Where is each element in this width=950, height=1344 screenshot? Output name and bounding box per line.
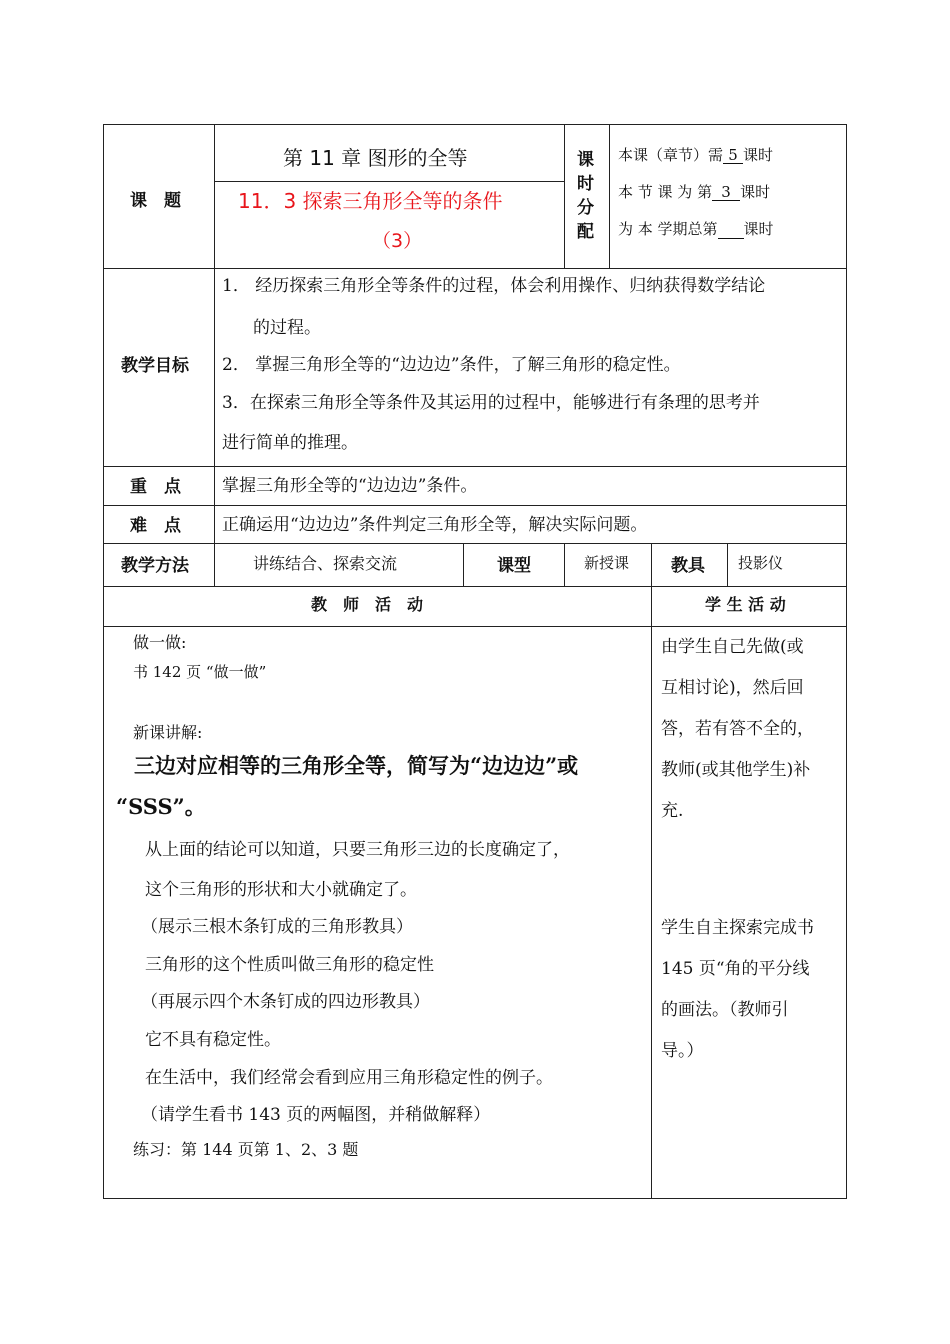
row-divider: [103, 586, 847, 587]
teacher-paragraph: 在生活中，我们经常会看到应用三角形稳定性的例子。: [145, 1068, 553, 1088]
key-point-label: 重 点: [130, 477, 181, 497]
allocation-total-prefix: 本课（章节）需: [618, 146, 724, 164]
allocation-current-value: 3: [712, 184, 740, 201]
objective-line: 2． 掌握三角形全等的“边边边”条件，了解三角形的稳定性。: [222, 355, 681, 375]
topic-label: 课 题: [130, 191, 181, 211]
student-line: 导。）: [661, 1041, 704, 1061]
allocation-semester-suffix: 课时: [743, 220, 774, 238]
objective-line: 1． 经历探索三角形全等条件的过程，体会利用操作、归纳获得数学结论: [222, 276, 766, 296]
type-label: 课型: [497, 556, 531, 576]
do-title: 做一做:: [133, 633, 187, 652]
allocation-label: [577, 148, 594, 244]
objective-line: 3．在探索三角形全等条件及其运用的过程中，能够进行有条理的思考并: [222, 393, 760, 413]
new-lesson-title: 新课讲解:: [133, 723, 203, 742]
teacher-paragraph: （展示三根木条钉成的三角形教具）: [141, 917, 413, 937]
student-line: 充.: [661, 801, 684, 821]
student-line: 互相讨论)，然后回: [661, 678, 804, 698]
allocation-line-current: [618, 181, 770, 202]
column-divider: [463, 543, 464, 586]
do-text: 书 142 页 “做一做”: [133, 663, 267, 681]
allocation-current-prefix: 本 节 课 为 第: [618, 183, 713, 201]
allocation-total-suffix: 课时: [743, 146, 774, 164]
teacher-paragraph: （请学生看书 143 页的两幅图，并稍做解释）: [141, 1105, 491, 1125]
allocation-line-semester: [618, 218, 774, 239]
type-value: 新授课: [584, 554, 630, 572]
method-value: 讲练结合、探索交流: [253, 554, 398, 573]
allocation-label-char: 时: [577, 174, 594, 194]
column-divider: [564, 124, 565, 268]
teacher-paragraph: 它不具有稳定性。: [145, 1030, 281, 1050]
column-divider: [609, 124, 610, 268]
teacher-paragraph: 三角形的这个性质叫做三角形的稳定性: [145, 955, 434, 975]
column-divider: [727, 543, 728, 586]
tool-value: 投影仪: [738, 554, 784, 572]
student-line: 的画法。（教师引: [661, 1000, 789, 1020]
teacher-paragraph: 从上面的结论可以知道，只要三角形三边的长度确定了，: [145, 840, 570, 860]
allocation-label-char: 配: [577, 222, 594, 242]
objective-line: 的过程。: [253, 318, 321, 338]
key-point-text: 掌握三角形全等的“边边边”条件。: [222, 476, 478, 496]
column-divider: [214, 124, 215, 586]
theorem-line: “SSS”。: [116, 794, 206, 819]
objective-line: 进行简单的推理。: [222, 433, 358, 453]
allocation-label-char: 分: [577, 198, 594, 218]
method-label: 教学方法: [121, 556, 189, 576]
tool-label: 教具: [671, 556, 705, 576]
allocation-semester-value: [718, 222, 744, 239]
teacher-paragraph: 这个三角形的形状和大小就确定了。: [145, 880, 417, 900]
objectives-label: 教学目标: [121, 356, 189, 376]
column-divider: [651, 543, 652, 1199]
allocation-label-char: 课: [577, 150, 594, 170]
student-activity-header: 学 生 活 动: [705, 595, 786, 614]
teacher-paragraph: （再展示四个木条钉成的四边形教具）: [141, 992, 430, 1012]
allocation-line-total: [618, 144, 773, 165]
theorem-line: 三边对应相等的三角形全等，简写为“边边边”或: [134, 753, 579, 778]
student-line: 答，若有答不全的，: [661, 719, 814, 739]
student-line: 学生自主探索完成书: [661, 918, 814, 938]
student-line: 教师(或其他学生)补: [661, 760, 811, 780]
column-divider: [564, 543, 565, 586]
practice-text: 练习：第 144 页第 1、2、3 题: [133, 1140, 359, 1159]
allocation-current-suffix: 课时: [740, 183, 771, 201]
student-line: 145 页“角的平分线: [661, 959, 810, 979]
lesson-title: 11．3 探索三角形全等的条件: [238, 189, 503, 213]
teacher-activity-header: 教 师 活 动: [311, 595, 424, 614]
student-line: 由学生自己先做(或: [661, 637, 804, 657]
row-divider: [103, 626, 847, 627]
lesson-subtitle: （3）: [372, 230, 423, 252]
chapter-title: 第 11 章 图形的全等: [283, 146, 468, 170]
difficulty-text: 正确运用“边边边”条件判定三角形全等，解决实际问题。: [222, 515, 648, 535]
allocation-total-value: 5: [723, 147, 743, 164]
title-divider: [214, 181, 564, 182]
difficulty-label: 难 点: [130, 516, 181, 536]
allocation-semester-prefix: 为 本 学期总第: [618, 220, 718, 238]
